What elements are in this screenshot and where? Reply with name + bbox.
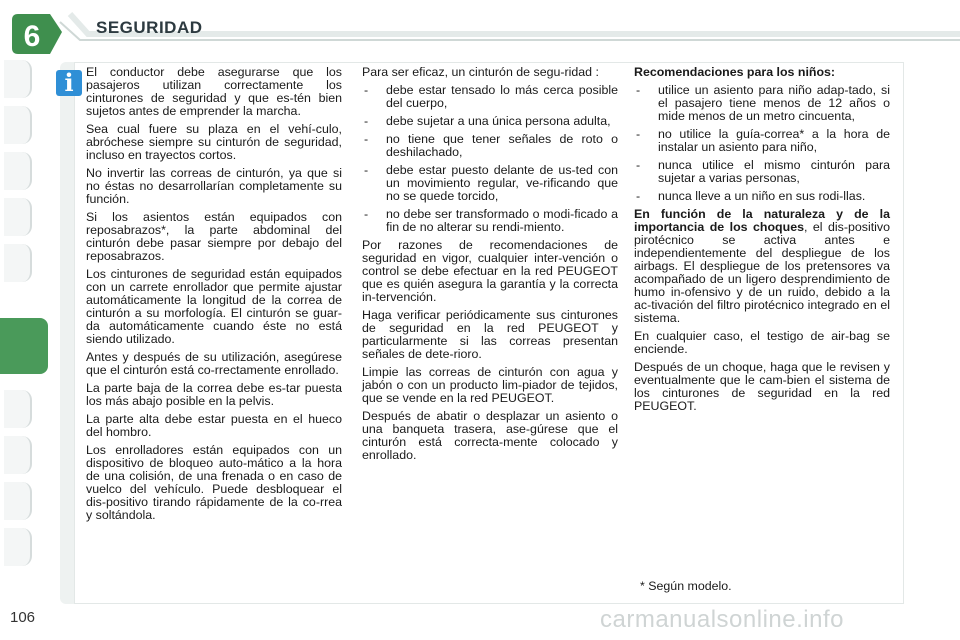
list-item: - utilice un asiento para niño adap-tado, si el pasajero tiene menos de 12 años o mide menos de un metro cincuenta, [636, 83, 890, 123]
list-item: - no tiene que tener señales de roto o deshilachado, [364, 132, 618, 159]
side-tab-2[interactable] [4, 106, 32, 144]
chapter-number: 6 [23, 20, 41, 53]
column-1 [86, 66, 342, 527]
side-tab-7[interactable] [4, 390, 32, 428]
paragraph: Limpie las correas de cinturón con agua y jabón o con un producto lim-piador de tejidos, que se vende en la red PEUGEOT. [362, 365, 618, 405]
paragraph: Los enrolladores están equipados con un dispositivo de bloqueo auto-mático a la hora de una colisión, de una frenada o en caso de vuelco del vehículo. Puede desbloquear el dis-positivo tirando rápidamente de la co-rrea y soltándola. [86, 443, 342, 522]
paragraph-pyrotechnic: En función de la naturaleza y de la importancia de los choques, el dis-positivo pirotécnico se activa antes e independientemente del despliegue de los airbags. El despliegue de los pretensores va acompañado de un ligero desprendimiento de humo in-ofensivo y de un ruido, debido a la ac-tivación del filtro pirotécnico integrado en el sistema. [634, 207, 891, 325]
list-item: - debe sujetar a una única persona adulta, [364, 114, 611, 128]
side-tab-3[interactable] [4, 152, 32, 190]
paragraph: Después de abatir o desplazar un asiento o una banqueta trasera, ase-gúrese que el cinturón está correcta-mente colocado y enrollado. [362, 409, 618, 462]
list-item: - no utilice la guía-correa* a la hora de instalar un asiento para niño, [636, 127, 890, 154]
section-heading: Recomendaciones para los niños: [634, 65, 836, 79]
side-tab-5[interactable] [4, 244, 32, 282]
paragraph: No invertir las correas de cinturón, ya que si no éstas no desarrollarían completamente su función. [86, 166, 342, 206]
paragraph: Después de un choque, haga que le revisen y eventualmente que le cam-bien el sistema de los cinturones de seguridad en la red PEUGEOT. [634, 360, 890, 413]
side-tab-4[interactable] [4, 198, 32, 236]
paragraph: El conductor debe asegurarse que los pasajeros utilizan correctamente los cinturones de seguridad y que es-tén bien sujetos antes de emprender la marcha. [86, 65, 342, 118]
column-2 [362, 66, 618, 467]
list-item: - debe estar puesto delante de us-ted con un movimiento regular, ve-rificando que no se quede torcido, [364, 163, 618, 203]
chapter-title: SEGURIDAD [96, 18, 203, 37]
side-tab-9[interactable] [4, 482, 32, 520]
list-item: - no debe ser transformado o modi-ficado a fin de no alterar su rendi-miento. [364, 207, 618, 234]
paragraph: Los cinturones de seguridad están equipados con un carrete enrollador que permite ajustar automáticamente la longitud de la correa de cinturón a su morfología. El cinturón se guar-da automáticamente cuando éste no está siendo utilizado. [86, 267, 342, 346]
side-tab-8[interactable] [4, 436, 32, 474]
list-item: - nunca utilice el mismo cinturón para sujetar a varias personas, [636, 158, 890, 185]
paragraph: Si los asientos están equipados con reposabrazos*, la parte abdominal del cinturón debe pasar siempre por debajo del reposabrazos. [86, 210, 342, 263]
paragraph: La parte alta debe estar puesta en el hueco del hombro. [86, 412, 342, 439]
chapter-number-badge [10, 10, 66, 56]
list-item: - nunca lleve a un niño en sus rodi-llas. [636, 189, 866, 203]
paragraph: La parte baja de la correa debe es-tar puesta los más abajo posible en la pelvis. [86, 381, 342, 408]
paragraph: Haga verificar periódicamente sus cinturones de seguridad en la red PEUGEOT y particularmente si las correas presentan señales de dete-rioro. [362, 308, 618, 361]
paragraph: En cualquier caso, el testigo de air-bag se enciende. [634, 329, 890, 356]
side-tab-1[interactable] [4, 60, 32, 98]
intro-text: Para ser eficaz, un cinturón de segu-ridad : [362, 65, 599, 79]
page-number: 106 [10, 609, 36, 626]
paragraph: Sea cual fuere su plaza en el vehí-culo, abróchese siempre su cinturón de seguridad, incluso en trayectos cortos. [86, 122, 342, 162]
list-item: - debe estar tensado lo más cerca posible del cuerpo, [364, 83, 618, 110]
side-tab-10[interactable] [4, 528, 32, 566]
column-3 [634, 66, 890, 418]
side-tab-active[interactable] [0, 318, 48, 374]
paragraph: Por razones de recomendaciones de seguridad en vigor, cualquier inter-vención o control se debe efectuar en la red PEUGEOT que es quién asegura la garantía y la correcta in-tervención. [362, 238, 618, 304]
footnote: * Según modelo. [640, 579, 732, 593]
paragraph: Antes y después de su utilización, asegúrese que el cinturón está co-rrectamente enrollado. [86, 350, 342, 377]
info-icon: i [56, 70, 82, 96]
watermark: carmanualsonline.info [600, 606, 844, 633]
